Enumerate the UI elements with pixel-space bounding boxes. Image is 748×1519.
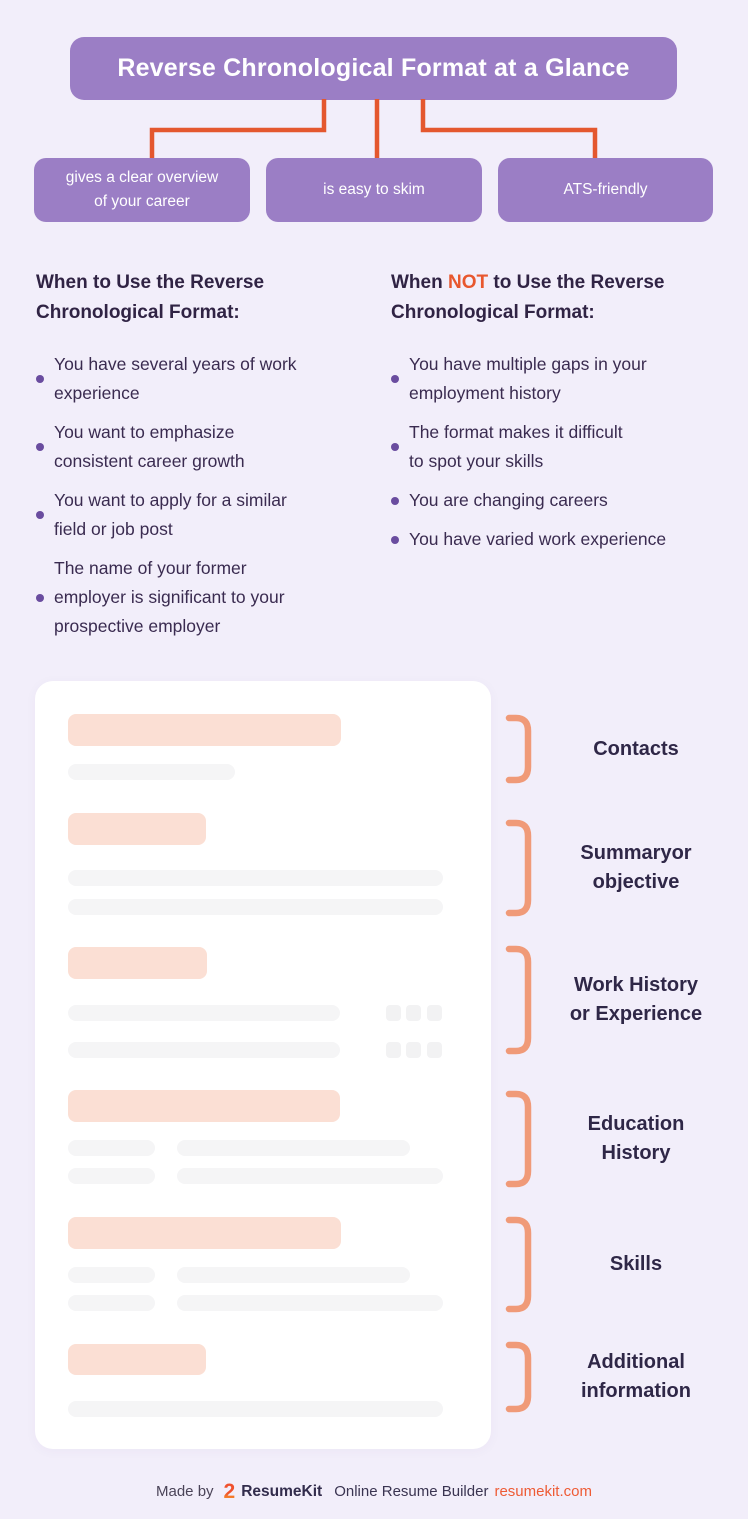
placeholder-square [406,1042,421,1058]
placeholder-bar-gray [177,1267,410,1283]
bullet-dot [36,375,44,383]
list-item: You want to apply for a similar field or job post [36,486,346,544]
benefit-box-ats [498,158,713,222]
placeholder-bar-pink [68,813,206,845]
placeholder-square [386,1005,401,1021]
placeholder-bar-gray [177,1295,443,1311]
list-item: You want to emphasize consistent career growth [36,418,346,476]
placeholder-bar-gray [68,1168,155,1184]
placeholder-square [427,1042,442,1058]
list-item: The name of your former employer is significant to your prospective employer [36,554,346,641]
when-not-to-use-heading: When NOT to Use the Reverse Chronological Format: [391,272,665,323]
bullet-dot [36,594,44,602]
bullet-dot [391,536,399,544]
placeholder-bar-gray [68,1295,155,1311]
annotation-label: Additional information [581,1351,691,1402]
brace-icon [505,714,532,784]
not-highlight: NOT [448,272,489,293]
annotation-label: Work History or Experience [569,974,703,1025]
placeholder-bar-gray [68,1401,443,1417]
placeholder-bar-gray [68,899,443,915]
placeholder-bar-pink [68,1090,340,1122]
connector-lines [0,99,748,159]
resumekit-logo-icon: 2 [223,1480,236,1503]
list-item: You are changing careers [391,486,711,515]
annotation-work-history [505,945,740,1055]
annotation-contacts [505,714,740,784]
tagline-text: Online Resume Builder [334,1483,489,1500]
placeholder-bar-gray [68,764,235,780]
bullet-dot [36,443,44,451]
annotation-education [505,1090,740,1188]
benefit-text: is easy to skim [323,181,425,198]
when-to-use-section [36,268,346,651]
list-item: You have multiple gaps in your employment history [391,350,711,408]
placeholder-bar-gray [68,1140,155,1156]
brace-icon [505,1090,532,1188]
footer [0,1481,748,1502]
annotation-label: Education History [587,1113,685,1164]
annotation-label: Summaryor objective [580,842,692,893]
placeholder-bar-gray [68,1267,155,1283]
benefit-text: gives a clear overview [65,169,219,186]
when-not-to-use-section [391,268,711,564]
resumekit-link[interactable]: resumekit.com [494,1483,592,1500]
when-not-to-use-list [391,350,711,554]
placeholder-bar-pink [68,714,341,746]
placeholder-square [427,1005,442,1021]
annotation-summary [505,819,740,917]
annotation-skills [505,1216,740,1313]
benefit-box-skim [266,158,482,222]
title-banner [70,37,677,100]
when-to-use-heading: When to Use the Reverse Chronological Format: [36,272,265,323]
page-title: Reverse Chronological Format at a Glance [117,54,630,82]
annotation-label: Skills [609,1253,663,1275]
benefit-text: ATS-friendly [563,181,648,198]
annotation-additional [505,1341,740,1413]
bullet-dot [391,375,399,383]
bullet-dot [36,511,44,519]
benefit-text: of your career [94,193,190,210]
placeholder-bar-gray [177,1168,443,1184]
made-by-text: Made by [156,1483,214,1500]
brace-icon [505,945,532,1055]
brace-icon [505,819,532,917]
placeholder-bar-pink [68,1344,206,1375]
annotation-label: Contacts [593,737,679,760]
list-item: You have several years of work experience [36,350,346,408]
placeholder-square [406,1005,421,1021]
placeholder-bar-gray [68,870,443,886]
brace-icon [505,1341,532,1413]
brace-icon [505,1216,532,1313]
list-item: You have varied work experience [391,525,711,554]
list-item: The format makes it difficult to spot your skills [391,418,711,476]
placeholder-bar-gray [68,1042,340,1058]
brand-name: ResumeKit [241,1482,323,1500]
when-to-use-list [36,350,346,641]
placeholder-bar-gray [177,1140,410,1156]
bullet-dot [391,443,399,451]
placeholder-bar-gray [68,1005,340,1021]
benefit-box-overview [34,158,250,222]
bullet-dot [391,497,399,505]
placeholder-square [386,1042,401,1058]
resume-mockup [35,681,491,1449]
placeholder-bar-pink [68,1217,341,1249]
placeholder-bar-pink [68,947,207,979]
